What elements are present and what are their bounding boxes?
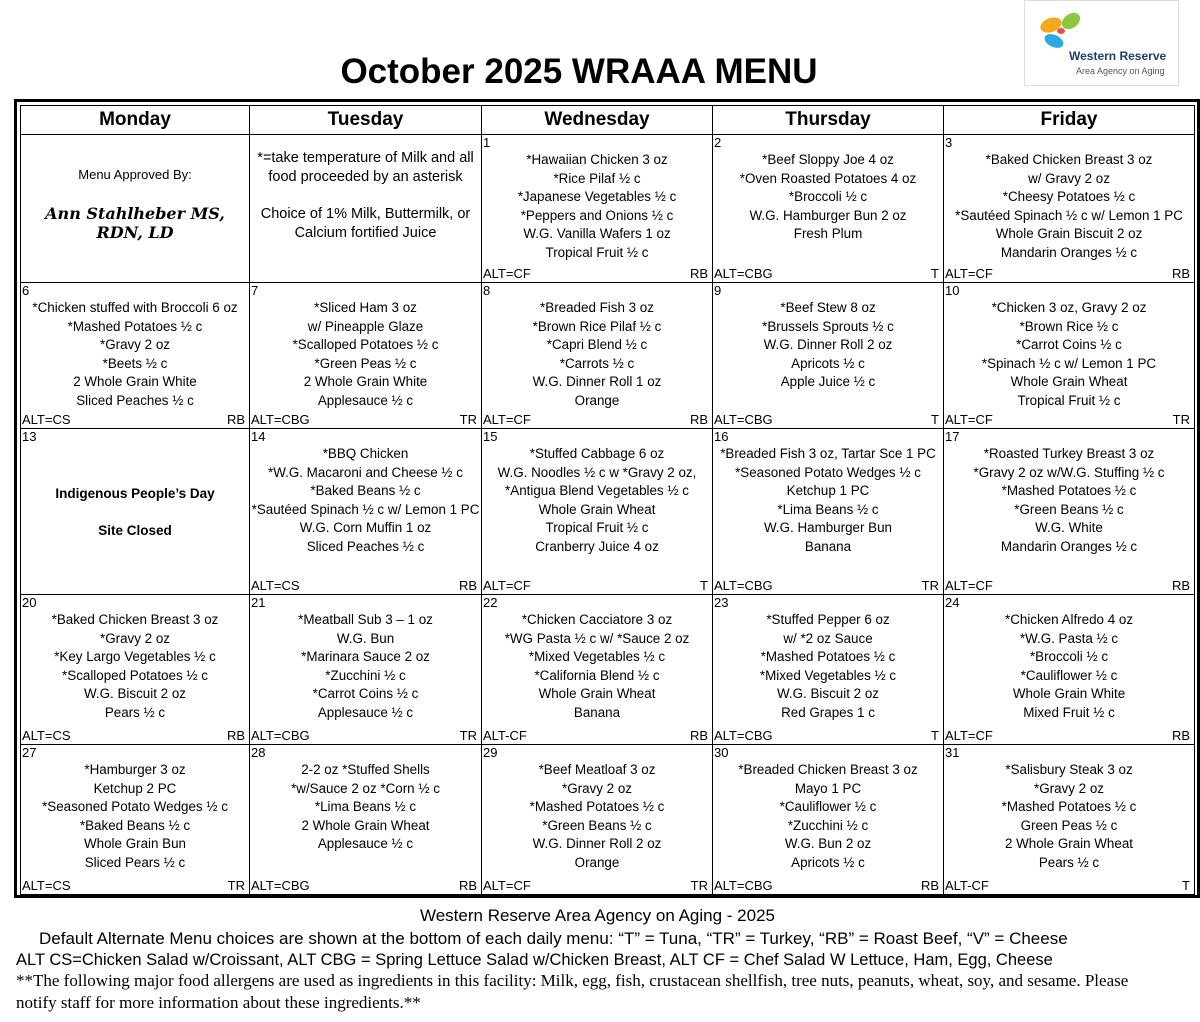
dietitian-signature: Ann Stahlheber MS, RDN, LD: [45, 204, 225, 242]
meal-item: Apple Juice ½ c: [780, 374, 876, 389]
alternate-code: ALT=CBG: [714, 728, 773, 743]
day-number: 15: [483, 429, 498, 444]
footer-alternates: ALT CS=Chicken Salad w/Croissant, ALT CBG = Spring Lettuce Salad w/Chicken Breast, ALT CF = Chef Salad W Lettuce, Ham, Egg, Cheese: [16, 951, 1053, 969]
day-cell: [250, 745, 482, 895]
meal-item: Orange: [574, 854, 620, 870]
meal-item-list: [482, 135, 712, 262]
meal-item: *Lima Beans ½ c: [777, 501, 879, 517]
meal-item: *Marinara Sauce 2 oz: [301, 649, 430, 664]
meal-item: *Broccoli ½ c: [1029, 649, 1109, 664]
meal-item: *Cheesy Potatoes ½ c: [1002, 189, 1136, 204]
meal-item: *Brussels Sprouts ½ c: [762, 318, 894, 334]
meal-item: *Beef Stew 8 oz: [780, 300, 876, 315]
site-closed-label: Site Closed: [98, 523, 172, 538]
day-number: 28: [251, 745, 266, 760]
meal-item: Pears ½ c: [1038, 854, 1100, 870]
meal-item: Whole Grain White: [1012, 686, 1126, 701]
day-number: 16: [714, 429, 729, 444]
meal-item: W.G. Vanilla Wafers 1 oz: [523, 226, 671, 241]
meal-item-list: [944, 135, 1194, 262]
default-alternate-code: RB: [1171, 728, 1190, 743]
day-cell: [713, 283, 944, 429]
meal-item: Banana: [804, 538, 852, 554]
meal-item: W.G. Dinner Roll 2 oz: [763, 337, 893, 352]
meal-item: Tropical Fruit ½ c: [545, 244, 649, 260]
meal-item: *Cauliflower ½ c: [779, 799, 877, 814]
meal-item: *Breaded Fish 3 oz, Tartar Sce 1 PC: [720, 446, 936, 461]
meal-item: *Stuffed Cabbage 6 oz: [529, 446, 665, 461]
meal-item: *Capri Blend ½ c: [546, 337, 648, 352]
alternate-code: ALT=CF: [483, 412, 531, 427]
day-number: 9: [714, 283, 722, 298]
meal-item: *Antigua Blend Vegetables ½ c: [505, 483, 689, 498]
day-number: 1: [483, 135, 491, 150]
meal-item-list: [713, 745, 943, 872]
footer: [0, 906, 1200, 1014]
meal-item: *Breaded Chicken Breast 3 oz: [738, 762, 918, 777]
meal-item-list: [482, 283, 712, 410]
day-number: 21: [251, 595, 266, 610]
meal-item: Tropical Fruit ½ c: [1017, 392, 1121, 408]
meal-item: W.G. Hamburger Bun 2 oz: [749, 207, 907, 223]
alternate-code: ALT=CS: [22, 412, 71, 427]
day-number: 29: [483, 745, 498, 760]
meal-item: *Lima Beans ½ c: [314, 799, 417, 814]
meal-item-list: [713, 135, 943, 244]
day-cell: [713, 745, 944, 895]
meal-item: Apricots ½ c: [791, 355, 865, 371]
meal-item: *Chicken Alfredo 4 oz: [1004, 612, 1134, 627]
alternate-code: ALT=CF: [483, 878, 531, 893]
meal-item: W.G. Noodles ½ c w *Gravy 2 oz,: [497, 464, 697, 480]
alternate-code: ALT=CBG: [714, 878, 773, 893]
day-number: 27: [22, 745, 37, 760]
meal-item: *Cauliflower ½ c: [1020, 667, 1118, 683]
meal-item: *Baked Beans ½ c: [79, 817, 191, 833]
header-tuesday: Tuesday: [250, 106, 482, 135]
footer-allergens: **The following major food allergens are used as ingredients in this facility: Milk, egg, fish, crustacean shellfish, tree nuts, peanuts, wheat, soy, and sesame. Please notify staff for more information about these ingredients.**: [16, 971, 1129, 1012]
meal-item: *Carrots ½ c: [559, 355, 635, 371]
meal-item: Fresh Plum: [793, 226, 863, 241]
week-row: [21, 135, 1195, 283]
meal-item-list: [944, 595, 1194, 722]
meal-item: *Key Largo Vegetables ½ c: [54, 649, 216, 664]
alternate-code: ALT=CF: [945, 412, 993, 427]
day-number: 2: [714, 135, 722, 150]
temperature-note: *=take temperature of Milk and all food proceeded by an asterisk: [257, 150, 474, 185]
meal-item: W.G. Dinner Roll 1 oz: [532, 374, 662, 389]
meal-item-list: [482, 429, 712, 556]
day-cell: [250, 283, 482, 429]
meal-item: W.G. Hamburger Bun: [763, 520, 892, 535]
day-cell: [944, 429, 1195, 595]
meal-item: *Salisbury Steak 3 oz: [1005, 762, 1133, 777]
meal-item: *w/Sauce 2 oz *Corn ½ c: [291, 780, 440, 796]
meal-item: *Beets ½ c: [102, 355, 168, 371]
meal-item: *Gravy 2 oz: [100, 337, 170, 352]
day-cell: [21, 595, 250, 745]
meal-item: *Carrot Coins ½ c: [312, 686, 419, 701]
meal-item: *Scalloped Potatoes ½ c: [292, 337, 439, 352]
meal-item-list: [944, 429, 1194, 556]
meal-item: 2 Whole Grain White: [303, 374, 428, 389]
default-alternate-code: RB: [689, 412, 708, 427]
meal-item: Applesauce ½ c: [317, 704, 414, 720]
meal-item: *BBQ Chicken: [322, 446, 409, 461]
meal-item: *Gravy 2 oz: [562, 780, 632, 796]
meal-item: 2 Whole Grain Wheat: [1004, 836, 1133, 851]
meal-item: *Beef Sloppy Joe 4 oz: [762, 152, 894, 167]
week-row: [21, 745, 1195, 895]
default-alternate-code: T: [931, 412, 939, 427]
header-thursday: Thursday: [713, 106, 944, 135]
alternate-code: ALT=CF: [483, 578, 531, 593]
day-cell: [944, 595, 1195, 745]
meal-item: Cranberry Juice 4 oz: [535, 538, 659, 554]
meal-item: *Gravy 2 oz: [100, 630, 170, 646]
holiday-notice: [21, 429, 249, 540]
meal-item: Red Grapes 1 c: [781, 704, 875, 720]
meal-item: *Hamburger 3 oz: [84, 762, 186, 777]
meal-item: Ketchup 2 PC: [93, 780, 177, 796]
meal-item: *Peppers and Onions ½ c: [520, 207, 674, 223]
meal-item: *Green Beans ½ c: [1014, 501, 1124, 517]
meal-item: *Scalloped Potatoes ½ c: [62, 667, 208, 683]
day-number: 14: [251, 429, 266, 444]
day-cell: [482, 595, 713, 745]
page-title: October 2025 WRAAA MENU: [340, 52, 818, 91]
meal-item: *Mixed Vegetables ½ c: [759, 667, 897, 683]
meal-item: W.G. Corn Muffin 1 oz: [299, 520, 432, 535]
meal-item: *Broccoli ½ c: [788, 189, 868, 204]
day-number: 22: [483, 595, 498, 610]
default-alternate-code: T: [1182, 878, 1190, 893]
alternate-code: ALT=CBG: [714, 578, 773, 593]
day-cell: [944, 135, 1195, 283]
default-alternate-code: T: [931, 266, 939, 281]
meal-item-list: [482, 595, 712, 722]
week-row: [21, 283, 1195, 429]
day-cell: [250, 429, 482, 595]
meal-item: Whole Grain Bun: [84, 836, 186, 851]
meal-item: Mandarin Oranges ½ c: [1000, 244, 1138, 260]
day-cell: [713, 429, 944, 595]
alternate-code: ALT=CF: [945, 266, 993, 281]
meal-item-list: [250, 595, 481, 722]
day-cell: [482, 283, 713, 429]
meal-item: *Chicken stuffed with Broccoli 6 oz: [32, 300, 238, 315]
meal-item: Apricots ½ c: [791, 854, 865, 870]
meal-item: Banana: [573, 704, 621, 720]
week-row: [21, 429, 1195, 595]
day-cell: [944, 283, 1195, 429]
day-cell: [250, 135, 482, 283]
meal-item: *Baked Chicken Breast 3 oz: [51, 612, 219, 627]
meal-item: Whole Grain Wheat: [538, 686, 656, 701]
meal-item: *Zucchini ½ c: [325, 667, 406, 683]
meal-item: *Mashed Potatoes ½ c: [529, 799, 665, 814]
meal-item-list: [713, 595, 943, 722]
meal-item: *WG Pasta ½ c w/ *Sauce 2 oz: [504, 630, 690, 646]
meal-item-list: [482, 745, 712, 872]
alternate-code: ALT=CBG: [251, 878, 310, 893]
day-number: 8: [483, 283, 491, 298]
meal-item: W.G. Dinner Roll 2 oz: [532, 836, 662, 851]
week-row: [21, 595, 1195, 745]
alternate-code: ALT=CBG: [251, 728, 310, 743]
logo-subtitle: Area Agency on Aging: [1076, 66, 1165, 76]
meal-item: *Baked Chicken Breast 3 oz: [985, 152, 1153, 167]
meal-item: *Seasoned Potato Wedges ½ c: [42, 799, 228, 814]
default-alternate-code: T: [700, 578, 708, 593]
meal-item: Whole Grain Wheat: [538, 501, 656, 517]
meal-item-list: [944, 283, 1194, 410]
meal-item: *Spinach ½ c w/ Lemon 1 PC: [981, 355, 1157, 371]
meal-item: *California Blend ½ c: [534, 667, 660, 683]
meal-item: *Sautéed Spinach ½ c w/ Lemon 1 PC: [251, 501, 480, 517]
meal-item: Green Peas ½ c: [1020, 817, 1118, 833]
meal-item: *W.G. Pasta ½ c: [1019, 630, 1119, 646]
day-number: 30: [714, 745, 729, 760]
day-cell: [250, 595, 482, 745]
meal-item: W.G. Biscuit 2 oz: [777, 686, 879, 701]
meal-item: *Green Beans ½ c: [542, 817, 652, 833]
meal-item: *Green Peas ½ c: [314, 355, 417, 371]
meal-item: w/ *2 oz Sauce: [783, 630, 873, 646]
day-cell: [944, 745, 1195, 895]
day-cell: [713, 135, 944, 283]
menu-notes: [250, 135, 481, 243]
meal-item: *Chicken Cacciatore 3 oz: [521, 612, 673, 627]
default-alternate-code: TR: [227, 878, 245, 893]
meal-item-list: [713, 429, 943, 556]
menu-calendar: [20, 105, 1195, 895]
day-cell: [482, 135, 713, 283]
default-alternate-code: TR: [690, 878, 708, 893]
meal-item: W.G. White: [1035, 520, 1103, 535]
day-number: 23: [714, 595, 729, 610]
day-number: 20: [22, 595, 37, 610]
default-alternate-code: RB: [226, 412, 245, 427]
meal-item: Sliced Pears ½ c: [84, 854, 186, 870]
meal-item-list: [944, 745, 1194, 872]
default-alternate-code: RB: [458, 578, 477, 593]
meal-item: *Seasoned Potato Wedges ½ c: [735, 464, 921, 480]
footer-org: Western Reserve Area Agency on Aging - 2025: [419, 906, 776, 925]
meal-item: *Mashed Potatoes ½ c: [1001, 799, 1137, 814]
day-number: 6: [22, 283, 30, 298]
meal-item: w/ Pineapple Glaze: [307, 318, 424, 334]
day-number: 7: [251, 283, 259, 298]
meal-item: Mandarin Oranges ½ c: [1000, 538, 1138, 554]
meal-item: *Brown Rice ½ c: [1019, 318, 1119, 334]
alternate-code: ALT=CS: [251, 578, 300, 593]
meal-item-list: [713, 283, 943, 392]
day-cell: [21, 429, 250, 595]
alternate-code: ALT=CF: [945, 728, 993, 743]
meal-item: 2 Whole Grain Wheat: [301, 817, 430, 833]
alternate-code: ALT=CBG: [714, 266, 773, 281]
meal-item: *Meatball Sub 3 – 1 oz: [298, 612, 433, 627]
meal-item: Sliced Peaches ½ c: [76, 392, 194, 408]
meal-item: W.G. Bun 2 oz: [784, 836, 872, 851]
alternate-code: ALT-CF: [945, 878, 989, 893]
meal-item: *Chicken 3 oz, Gravy 2 oz: [991, 300, 1147, 315]
meal-item: *Gravy 2 oz w/W.G. Stuffing ½ c: [973, 464, 1165, 480]
meal-item: Whole Grain Biscuit 2 oz: [995, 226, 1143, 241]
day-cell: [21, 283, 250, 429]
meal-item: Sliced Peaches ½ c: [306, 538, 425, 554]
header-friday: Friday: [944, 106, 1195, 135]
meal-item-list: [250, 745, 481, 854]
meal-item: *Mashed Potatoes ½ c: [1001, 483, 1137, 498]
default-alternate-code: RB: [1171, 578, 1190, 593]
default-alternate-code: TR: [459, 412, 477, 427]
meal-item: *Hawaiian Chicken 3 oz: [526, 152, 668, 167]
day-number: 24: [945, 595, 960, 610]
meal-item: *Brown Rice Pilaf ½ c: [532, 318, 662, 334]
meal-item: Pears ½ c: [104, 704, 166, 720]
default-alternate-code: RB: [458, 878, 477, 893]
default-alternate-code: RB: [689, 266, 708, 281]
default-alternate-code: T: [931, 728, 939, 743]
meal-item: *W.G. Macaroni and Cheese ½ c: [267, 464, 463, 480]
alternate-code: ALT=CS: [22, 728, 71, 743]
butterfly-logo-icon: [1037, 11, 1087, 53]
day-number: 17: [945, 429, 960, 444]
header-wednesday: Wednesday: [482, 106, 713, 135]
meal-item: *Mashed Potatoes ½ c: [67, 318, 203, 334]
meal-item: *Zucchini ½ c: [787, 817, 869, 833]
meal-item: *Carrot Coins ½ c: [1016, 337, 1122, 352]
meal-item-list: [250, 283, 481, 410]
meal-item: Mayo 1 PC: [794, 780, 862, 796]
default-alternate-code: RB: [1171, 266, 1190, 281]
default-alternate-code: TR: [459, 728, 477, 743]
meal-item: W.G. Biscuit 2 oz: [84, 686, 186, 701]
default-alternate-code: RB: [920, 878, 939, 893]
default-alternate-code: TR: [921, 578, 939, 593]
approval-label: Menu Approved By:: [78, 167, 192, 182]
day-cell: [482, 429, 713, 595]
meal-item: W.G. Bun: [336, 630, 395, 646]
meal-item: Tropical Fruit ½ c: [545, 520, 649, 535]
meal-item-list: [21, 745, 249, 872]
meal-item: *Stuffed Pepper 6 oz: [766, 612, 890, 627]
meal-item: Orange: [574, 392, 620, 408]
alternate-code: ALT=CBG: [714, 412, 773, 427]
day-cell: [21, 135, 250, 283]
day-number: 31: [945, 745, 960, 760]
meal-item: *Baked Beans ½ c: [310, 483, 421, 498]
meal-item: *Gravy 2 oz: [1034, 780, 1104, 796]
meal-item: *Mashed Potatoes ½ c: [760, 649, 896, 664]
alternate-code: ALT=CF: [483, 266, 531, 281]
default-alternate-code: RB: [226, 728, 245, 743]
meal-item: Whole Grain Wheat: [1010, 374, 1128, 389]
day-number: 3: [945, 135, 953, 150]
meal-item: *Beef Meatloaf 3 oz: [538, 762, 656, 777]
alternate-code: ALT=CS: [22, 878, 71, 893]
meal-item: Applesauce ½ c: [317, 836, 414, 851]
meal-item-list: [21, 595, 249, 722]
day-cell: [713, 595, 944, 745]
holiday-name: Indigenous People’s Day: [55, 486, 215, 501]
day-number: 10: [945, 283, 960, 298]
meal-item: *Rice Pilaf ½ c: [553, 170, 641, 186]
meal-item-list: [21, 283, 249, 410]
meal-item: *Japanese Vegetables ½ c: [517, 189, 677, 204]
meal-item: *Roasted Turkey Breast 3 oz: [983, 446, 1155, 461]
meal-item: *Sautéed Spinach ½ c w/ Lemon 1 PC: [955, 207, 1183, 223]
meal-item: *Sliced Ham 3 oz: [314, 300, 417, 315]
meal-item: *Mixed Vegetables ½ c: [528, 649, 666, 664]
logo-brand: Western Reserve: [1069, 49, 1167, 63]
day-cell: [482, 745, 713, 895]
alternate-code: ALT=CF: [945, 578, 993, 593]
meal-item: w/ Gravy 2 oz: [1028, 170, 1110, 186]
day-number: 13: [22, 429, 37, 444]
day-cell: [21, 745, 250, 895]
meal-item: 2 Whole Grain White: [73, 374, 197, 389]
default-alternate-code: TR: [1172, 412, 1190, 427]
default-alternate-code: RB: [689, 728, 708, 743]
meal-item: Applesauce ½ c: [317, 392, 414, 408]
alternate-code: ALT-CF: [483, 728, 527, 743]
meal-item: 2-2 oz *Stuffed Shells: [301, 762, 430, 777]
footer-defaults: Default Alternate Menu choices are shown at the bottom of each daily menu: “T” = Tuna, “TR” = Turkey, “RB” = Roast Beef, “V” = Cheese: [39, 929, 1068, 948]
header-monday: Monday: [21, 106, 250, 135]
meal-item: *Breaded Fish 3 oz: [540, 300, 654, 315]
meal-item: Mixed Fruit ½ c: [1023, 704, 1115, 720]
beverage-note: Choice of 1% Milk, Buttermilk, or Calcium fortified Juice: [260, 206, 471, 241]
meal-item-list: [250, 429, 481, 556]
alternate-code: ALT=CBG: [251, 412, 310, 427]
meal-item: *Oven Roasted Potatoes 4 oz: [739, 170, 917, 186]
meal-item: Ketchup 1 PC: [786, 483, 870, 498]
